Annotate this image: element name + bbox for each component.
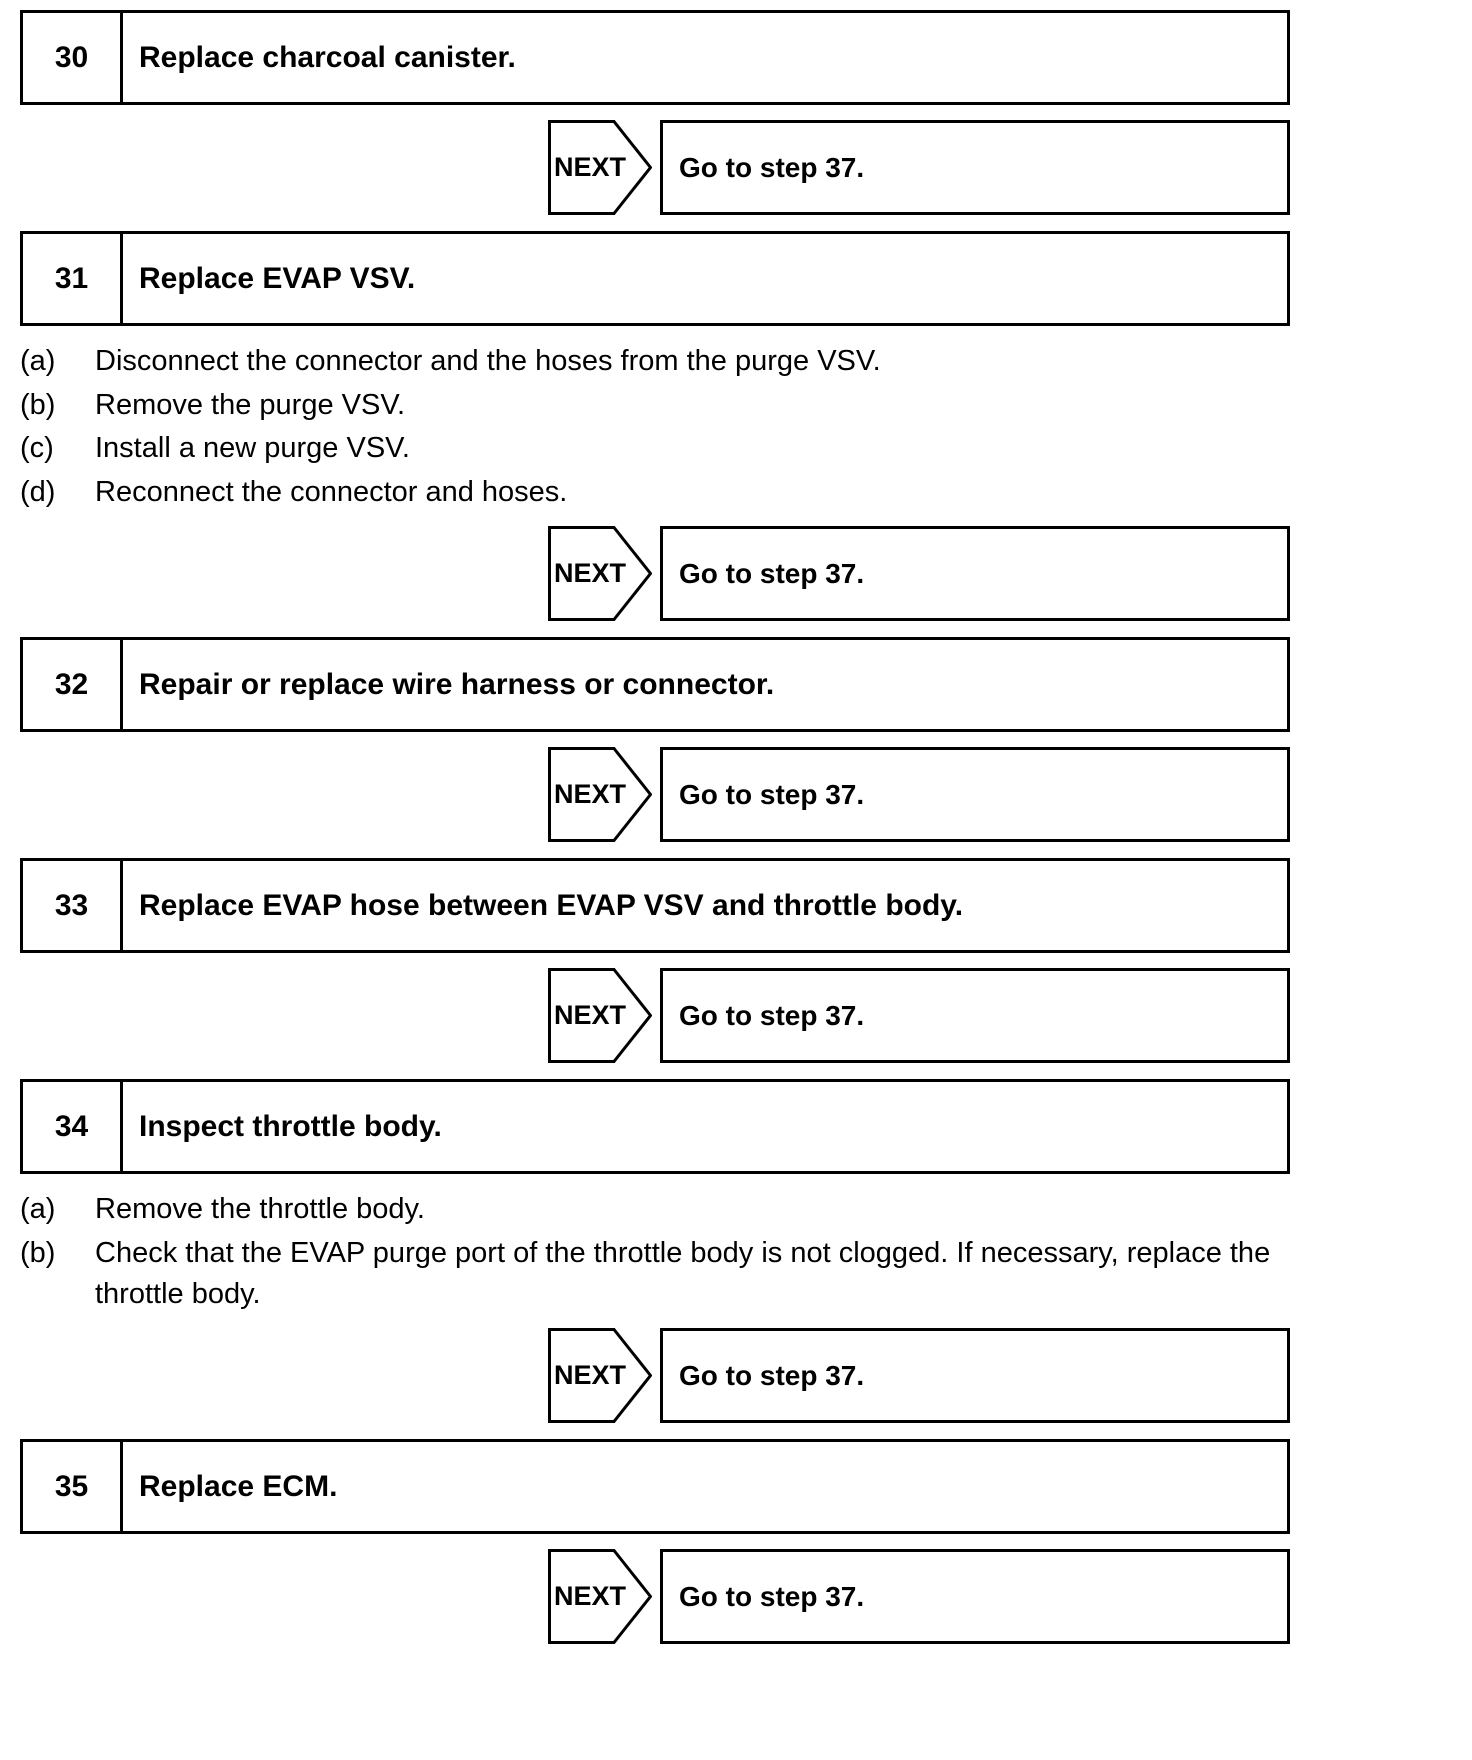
substep-item: [20, 385, 1290, 426]
substep-text: Install a new purge VSV.: [95, 432, 410, 465]
step-title: Inspect throttle body.: [139, 1109, 442, 1143]
step-32: [20, 637, 1290, 842]
substep-label: (d): [20, 475, 56, 508]
next-arrow: [548, 747, 652, 842]
step-31: [20, 231, 1290, 621]
step-title: Replace charcoal canister.: [139, 40, 516, 74]
next-arrow-label: NEXT: [553, 558, 626, 589]
substep-label: (a): [20, 345, 56, 377]
next-result-box: Go to step 37.: [660, 120, 1290, 215]
step-header: [20, 10, 1290, 105]
step-header: [20, 637, 1290, 732]
step-33: [20, 858, 1290, 1063]
manual-page: [20, 0, 1290, 1644]
step-number: 35: [23, 1442, 123, 1531]
substep-text: Remove the throttle body.: [95, 1193, 425, 1226]
substep-list: [20, 1189, 1290, 1314]
step-34: [20, 1079, 1290, 1423]
substep-label: (b): [20, 388, 56, 421]
next-row: [548, 968, 1290, 1063]
step-number: 34: [23, 1082, 123, 1171]
next-arrow-label: NEXT: [553, 779, 626, 810]
substep-label: (a): [20, 1193, 56, 1226]
next-result-box: Go to step 37.: [660, 747, 1290, 842]
next-result-box: Go to step 37.: [660, 526, 1290, 621]
step-header: [20, 858, 1290, 953]
next-arrow-label: NEXT: [553, 1360, 626, 1391]
next-arrow: [548, 120, 652, 215]
step-title: Replace EVAP hose between EVAP VSV and throttle body.: [139, 888, 964, 922]
substep-text: Reconnect the connector and hoses.: [95, 475, 568, 508]
next-arrow: [548, 968, 652, 1063]
next-row: [548, 747, 1290, 842]
substep-text: Disconnect the connector and the hoses from the purge VSV.: [95, 345, 881, 377]
next-arrow-label: NEXT: [553, 1000, 626, 1031]
substep-item: [20, 472, 1290, 513]
step-header: [20, 1079, 1290, 1174]
substep-item: [20, 1189, 1290, 1230]
step-number: 32: [23, 640, 123, 729]
next-arrow: [548, 526, 652, 621]
substep-text: Remove the purge VSV.: [95, 388, 406, 421]
step-header: [20, 1439, 1290, 1534]
step-35: [20, 1439, 1290, 1644]
next-arrow-label: NEXT: [553, 152, 626, 182]
step-title: Replace ECM.: [139, 1469, 338, 1503]
next-row: [548, 1549, 1290, 1644]
substep-item: [20, 341, 1290, 382]
next-result-box: Go to step 37.: [660, 1549, 1290, 1644]
step-number: 30: [23, 13, 123, 102]
next-result-box: Go to step 37.: [660, 1328, 1290, 1423]
substep-item: [20, 1233, 1290, 1314]
next-row: [548, 120, 1290, 215]
step-number: 33: [23, 861, 123, 950]
next-arrow-label: NEXT: [553, 1581, 626, 1612]
substep-label: (b): [20, 1236, 56, 1269]
substep-text: Check that the EVAP purge port of the throttle body is not clogged. If necessary, replace the throttle body.: [95, 1236, 1271, 1310]
next-arrow: [548, 1328, 652, 1423]
step-number: 31: [23, 234, 123, 323]
next-row: [548, 526, 1290, 621]
next-arrow: [548, 1549, 652, 1644]
step-header: [20, 231, 1290, 326]
substep-list: [20, 341, 1290, 512]
next-result-box: Go to step 37.: [660, 968, 1290, 1063]
substep-label: (c): [20, 432, 54, 465]
step-title: Replace EVAP VSV.: [139, 261, 416, 295]
step-30: [20, 10, 1290, 215]
next-row: [548, 1328, 1290, 1423]
step-title: Repair or replace wire harness or connector.: [139, 667, 775, 701]
substep-item: [20, 428, 1290, 469]
